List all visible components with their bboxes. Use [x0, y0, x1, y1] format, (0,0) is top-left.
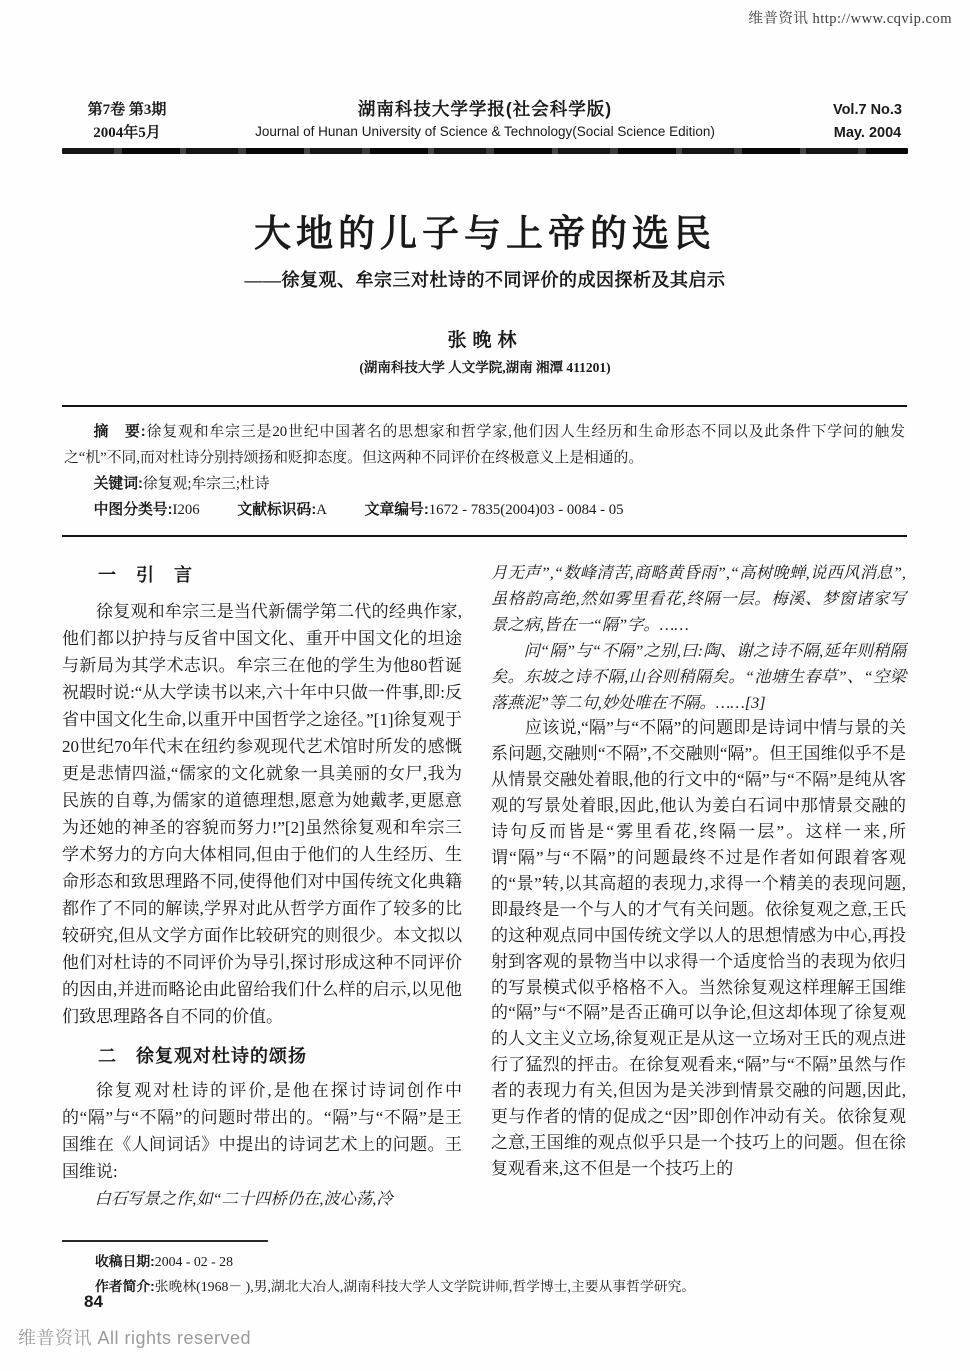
issue-date-en: May. 2004: [833, 125, 902, 141]
author-bio-line: [95, 1274, 902, 1299]
author-bio-label: 作者简介:: [95, 1279, 155, 1294]
journal-header: [62, 97, 908, 145]
wangguowei-quote-continuation: 月无声”,“数峰清苦,商略黄昏雨”,“高树晚蝉,说西风消息”,虽格韵高绝,然如雾里看花,终隔一层。梅溪、梦窗诸家写景之病,皆在一“隔”字。……: [491, 563, 906, 634]
keywords-text: 徐复观;牟宗三;杜诗: [142, 476, 270, 492]
article-no-value: 1672 - 7835(2004)03 - 0084 - 05: [428, 502, 624, 518]
abstract-paragraph: [64, 419, 905, 471]
article-subtitle: ——徐复观、牟宗三对杜诗的不同评价的成因探析及其启示: [244, 270, 726, 290]
abstract-label: 摘 要:: [93, 424, 146, 440]
received-date-value: 2004 - 02 - 28: [154, 1254, 233, 1269]
received-date-line: [95, 1249, 902, 1274]
body-column-left: [62, 560, 462, 1212]
abstract-box: [62, 405, 907, 537]
issue-date-cn: 2004年5月: [93, 125, 161, 141]
section-2-heading: 二 徐复观对杜诗的颂扬: [98, 1046, 307, 1066]
volume-block-en: [833, 99, 902, 145]
footnote-divider-rule: [62, 1240, 268, 1242]
volume-en: Vol.7 No.3: [832, 102, 902, 118]
doc-code-pair: [237, 502, 327, 518]
article-affiliation: (湖南科技大学 人文学院,湖南 湘潭 411201): [359, 360, 611, 375]
intro-paragraph: 徐复观和牟宗三是当代新儒学第二代的经典作家,他们都以护持与反省中国文化、重开中国文化的坦途与新局为其学术志识。牟宗三在他的学生为他80哲诞祝嘏时说:“从大学读书以来,六十年中只做一件事,即:反省中国文化生命,以重开中国哲学之途径。”[1]徐复观于20世纪70年代末在纽约参观现代艺术馆时所发的感慨更是悲情四溢,“儒家的文化就象一具美丽的女尸,我为民族的自尊,为儒家的道德理想,愿意为她戴孝,更愿意为还她的神圣的容貌而努力!”[2]虽然徐复观和牟宗三学术努力的方向大体相同,但由于他们的人生经历、生命形态和致思理路不同,使得他们对中国传统文化典籍都作了不同的解读,学界对此从哲学方面作了较多的比较研究,但从文学方面作比较研究的则很少。本文拟以他们对杜诗的不同评价为导引,探讨形成这种不同评价的因由,并进而略论由此留给我们什么样的启示,以见他们致思理路各自不同的价值。: [62, 602, 462, 1026]
volume-issue-block: [62, 99, 192, 145]
article-author: 张晚林: [447, 330, 523, 351]
doc-code-value: A: [316, 502, 327, 518]
journal-title-cn: 湖南科技大学学报(社会科学版): [357, 99, 613, 119]
keywords-line: [64, 471, 905, 497]
section-2-paragraph: 徐复观对杜诗的评价,是他在探讨诗词创作中的“隔”与“不隔”的问题时带出的。“隔”与“不隔”是王国维在《人间词话》中提出的诗词艺术上的问题。王国维说:: [62, 1081, 462, 1181]
journal-title-block: [202, 97, 768, 143]
footnote-block: [62, 1249, 902, 1299]
page-number: 84: [84, 1292, 103, 1311]
cqvip-watermark-top: 维普资讯 http://www.cqvip.com: [748, 11, 952, 27]
doc-code-label: 文献标识码:: [237, 502, 317, 518]
wangguowei-quote-2: 问“隔”与“不隔”之别,曰:陶、谢之诗不隔,延年则稍隔矣。东坡之诗不隔,山谷则稍隔矣。“池塘生春草”、“空梁落燕泥”等二句,妙处唯在不隔。……[3]: [491, 640, 906, 712]
header-divider-rule: [62, 148, 908, 154]
clc-label: 中图分类号:: [93, 502, 173, 518]
received-date-label: 收稿日期:: [95, 1254, 155, 1269]
analysis-paragraph: 应该说,“隔”与“不隔”的问题即是诗词中情与景的关系问题,交融则“不隔”,不交融则“隔”。但王国维似乎不是从情景交融处着眼,他的行文中的“隔”与“不隔”是纯从客观的写景处着眼,因此,他认为姜白石词中那情景交融的诗句反而皆是“雾里看花,终隔一层”。这样一来,所谓“隔”与“不隔”的问题最终不过是作者如何跟着客观的“景”转,以其高超的表现力,求得一个精美的表现问题,即最终是一个与人的才气有关问题。依徐复观之意,王氏的这种观点同中国传统文学以人的思想情感为中心,再投射到客观的景物当中以求得一个适度恰当的表现为依归的写景模式似乎格格不入。当然徐复观这样理解王国维的“隔”与“不隔”是否正确可以争论,但这却体现了徐复观的人文主义立场,徐复观正是从这一立场对王氏的观点进行了猛烈的抨击。在徐复观看来,“隔”与“不隔”虽然与作者的表现力有关,但因为是关涉到情景交融的问题,因此,更与作者的情的促成之“因”即创作冲动有关。依徐复观之意,王国维的观点似乎只是一个技巧上的问题。但在徐复观看来,这不但是一个技巧上的: [491, 718, 906, 1178]
clc-pair: [94, 502, 200, 518]
article-no-pair: [365, 502, 624, 518]
abstract-text: 徐复观和牟宗三是20世纪中国著名的思想家和哲学家,他们因人生经历和生命形态不同以及此条件下学问的触发之“机”不同,而对杜诗分别持颂扬和贬抑态度。但这两种不同评价在终极意义上是相通的。: [64, 424, 905, 466]
article-title: 大地的儿子与上帝的选民: [254, 213, 716, 254]
cqvip-watermark-bottom: 维普资讯 All rights reserved: [18, 1328, 252, 1348]
keywords-label: 关键词:: [93, 476, 143, 492]
section-1-heading: 一 引 言: [98, 565, 193, 585]
author-bio-value: 张晚林(1968－ ),男,湖北大冶人,湖南科技大学人文学院讲师,哲学博士,主要从事哲学研究。: [154, 1279, 696, 1294]
article-no-label: 文章编号:: [364, 502, 429, 518]
volume-issue: 第7卷 第3期: [87, 102, 167, 118]
journal-title-en: Journal of Hunan University of Science & Technology(Social Science Edition): [255, 124, 715, 139]
body-column-right: [491, 560, 906, 1182]
classification-line: [64, 497, 905, 523]
wangguowei-quote-start: 白石写景之作,如“二十四桥仍在,波心荡,冷: [94, 1189, 393, 1208]
clc-value: I206: [172, 502, 200, 518]
